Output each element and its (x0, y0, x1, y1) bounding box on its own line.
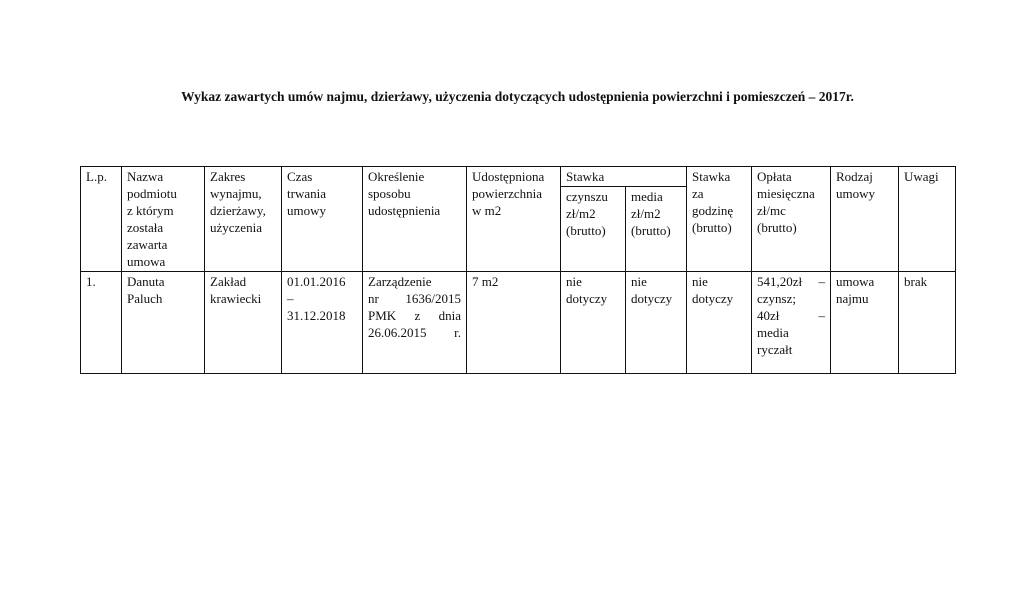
cell-czas: 01.01.2016 – 31.12.2018 (282, 272, 363, 374)
cell-rodzaj: umowa najmu (831, 272, 899, 374)
cell-zakres: Zakład krawiecki (205, 272, 282, 374)
header-zakres: Zakres wynajmu, dzierżawy, użyczenia (205, 167, 282, 272)
cell-uwagi: brak (899, 272, 956, 374)
contracts-table (80, 166, 956, 374)
document-title: Wykaz zawartych umów najmu, dzierżawy, użyczenia dotyczących udostępnienia powierzchni i pomieszczeń – 2017r. (181, 89, 854, 104)
cell-lp: 1. (81, 272, 122, 374)
cell-oplata: 541,20zł – czynsz; 40zł – media ryczałt (752, 272, 831, 374)
header-stawka-czynsz: czynszu zł/m2 (brutto) (561, 187, 626, 272)
header-row-top (81, 167, 956, 187)
header-okreslenie: Określenie sposobu udostępnienia (363, 167, 467, 272)
table-row (81, 272, 956, 374)
cell-stawka-czynsz: nie dotyczy (561, 272, 626, 374)
header-stawka-media: media zł/m2 (brutto) (626, 187, 687, 272)
header-rodzaj: Rodzaj umowy (831, 167, 899, 272)
cell-okreslenie: Zarządzenie nr 1636/2015 PMK z dnia 26.06.2015 r. (363, 272, 467, 374)
header-lp: L.p. (81, 167, 122, 272)
header-nazwa: Nazwa podmiotu z którym została zawarta umowa (122, 167, 205, 272)
cell-stawka-godzine: nie dotyczy (687, 272, 752, 374)
header-powierzchnia: Udostępniona powierzchnia w m2 (467, 167, 561, 272)
cell-powierzchnia: 7 m2 (467, 272, 561, 374)
header-stawka-godzine: Stawka za godzinę (brutto) (687, 167, 752, 272)
header-oplata: Opłata miesięczna zł/mc (brutto) (752, 167, 831, 272)
cell-stawka-media: nie dotyczy (626, 272, 687, 374)
header-stawka: Stawka (561, 167, 687, 187)
header-uwagi: Uwagi (899, 167, 956, 272)
header-czas: Czas trwania umowy (282, 167, 363, 272)
cell-nazwa: Danuta Paluch (122, 272, 205, 374)
